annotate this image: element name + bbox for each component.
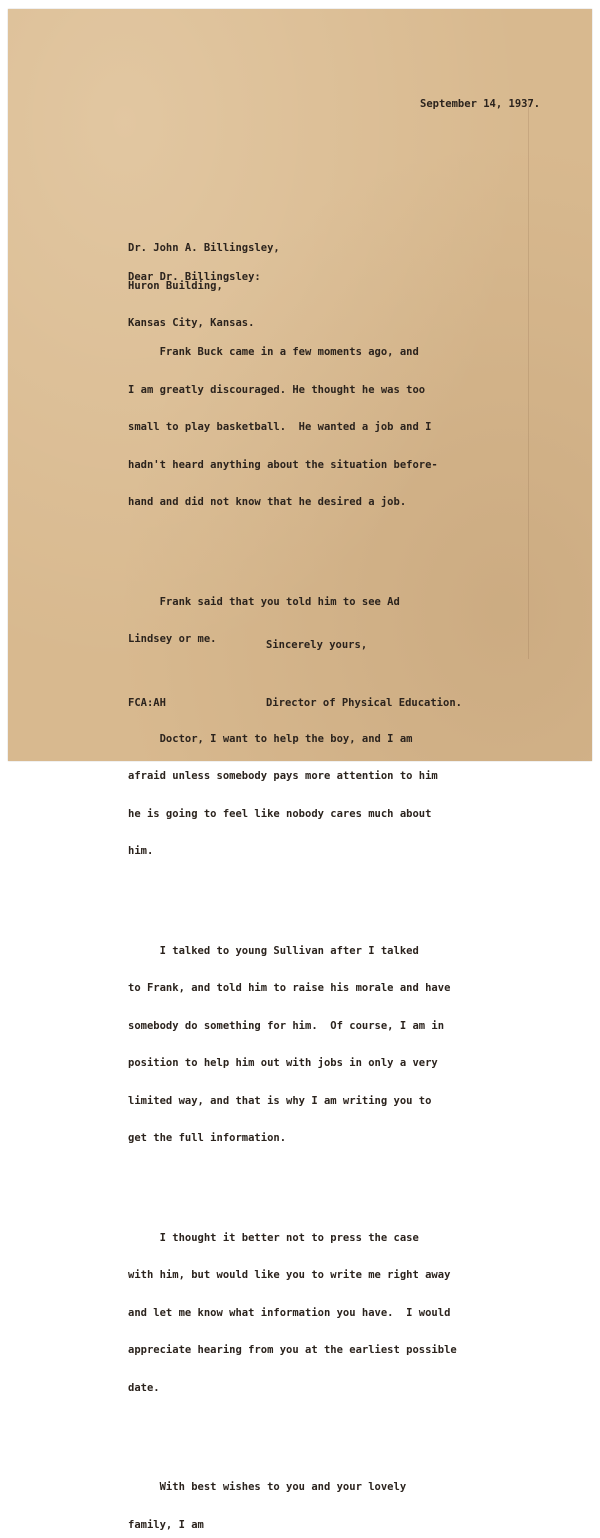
body-line: family, I am xyxy=(128,1518,204,1531)
body-paragraph xyxy=(128,321,457,534)
body-paragraph xyxy=(128,1207,457,1420)
body-line: Lindsey or me. xyxy=(128,633,217,645)
paper-crease xyxy=(528,99,529,659)
salutation: Dear Dr. Billingsley: xyxy=(128,271,261,283)
body-line: Frank said that you told him to see Ad xyxy=(128,595,400,608)
address-line: Dr. John A. Billingsley, xyxy=(128,242,280,254)
body-line: small to play basketball. He wanted a job and I xyxy=(128,421,432,433)
body-line: With best wishes to you and your lovely xyxy=(128,1481,407,1493)
body-line: limited way, and that is why I am writing you to xyxy=(128,1094,432,1107)
body-line: somebody do something for him. Of course, I am in xyxy=(128,1019,445,1032)
body-line: Frank Buck came in a few moments ago, and xyxy=(128,346,419,358)
letter-page xyxy=(8,9,592,1531)
body-line: date. xyxy=(128,1381,160,1394)
body-line: hadn't heard anything about the situation before- xyxy=(128,458,438,471)
body-line: him. xyxy=(128,845,154,857)
body-line: and let me know what information you have. I would xyxy=(128,1306,451,1319)
body-paragraph xyxy=(128,1456,457,1538)
signature-title: Director of Physical Education. xyxy=(266,697,462,709)
body-paragraph xyxy=(128,571,457,671)
body-line: afraid unless somebody pays more attention to him xyxy=(128,770,438,782)
body-line: I thought it better not to press the case xyxy=(128,1231,419,1244)
letter-body xyxy=(128,296,457,1538)
body-line: I talked to young Sullivan after I talked xyxy=(128,944,419,957)
body-paragraph xyxy=(128,708,457,883)
letter-date: September 14, 1937. xyxy=(420,98,541,110)
body-paragraph xyxy=(128,920,457,1170)
body-line: position to help him out with jobs in only a very xyxy=(128,1057,438,1069)
body-line: get the full information. xyxy=(128,1132,287,1144)
body-line: I am greatly discouraged. He thought he was too xyxy=(128,383,426,396)
body-line: he is going to feel like nobody cares much about xyxy=(128,807,432,820)
body-line: hand and did not know that he desired a job. xyxy=(128,496,407,508)
address-line: Kansas City, Kansas. xyxy=(128,317,255,329)
closing: Sincerely yours, xyxy=(266,639,368,651)
body-line: with him, but would like you to write me right away xyxy=(128,1269,451,1281)
address-line: Huron Building, xyxy=(128,279,223,292)
body-line: Doctor, I want to help the boy, and I am xyxy=(128,732,413,745)
body-line: to Frank, and told him to raise his morale and have xyxy=(128,982,451,994)
typist-initials: FCA:AH xyxy=(128,697,166,709)
body-line: appreciate hearing from you at the earliest possible xyxy=(128,1344,457,1356)
